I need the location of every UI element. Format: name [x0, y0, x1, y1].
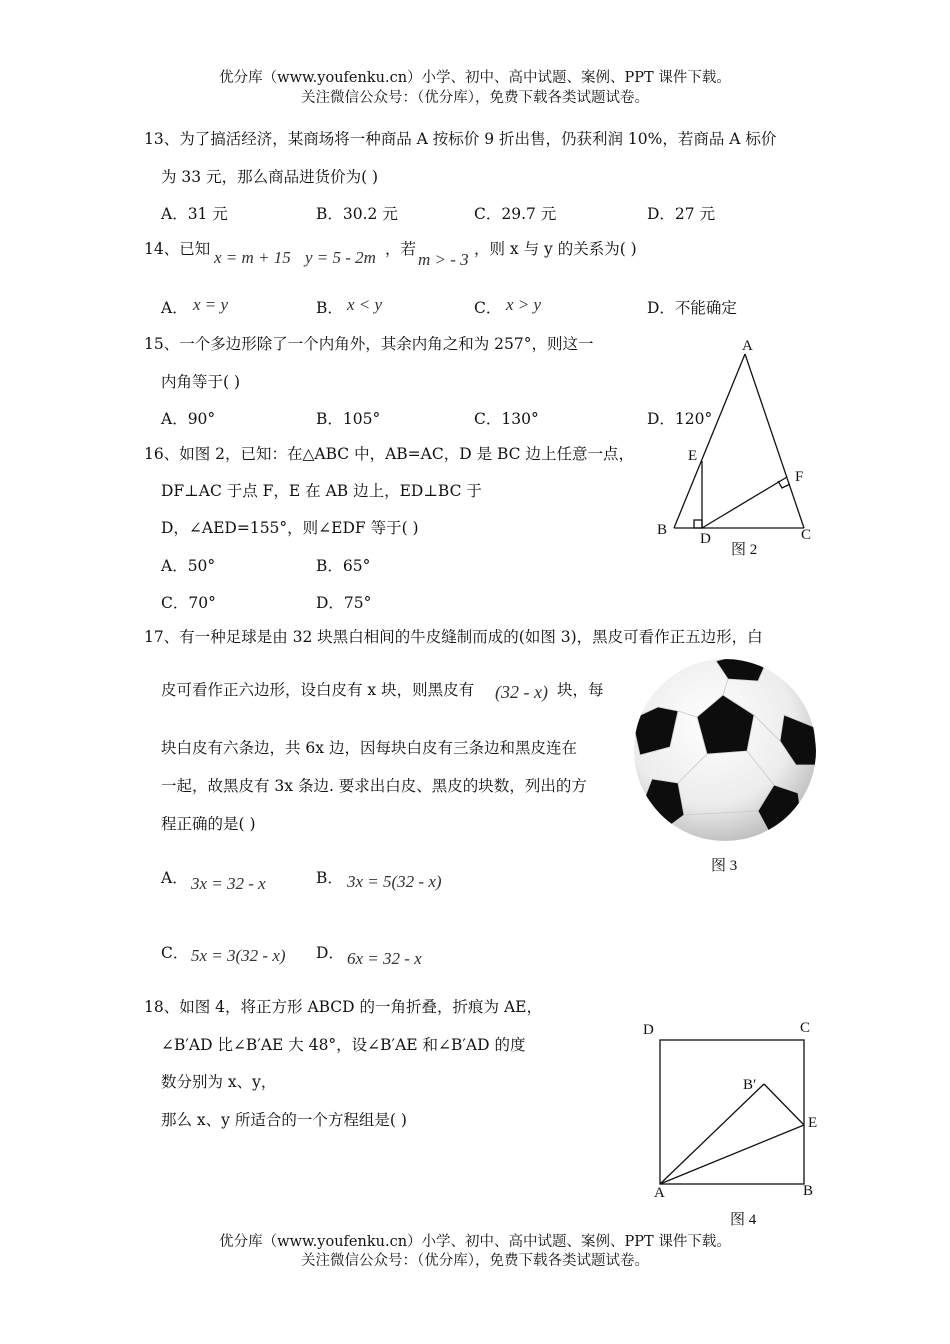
- q17-option-d-label: D．: [316, 944, 344, 962]
- q13-option-d: D．27 元: [647, 205, 716, 223]
- q16-option-a: A．50°: [161, 557, 216, 575]
- q14-option-d: D．不能确定: [647, 299, 737, 317]
- fig3-caption: 图 3: [711, 858, 738, 874]
- q17-option-b-expr: 3x = 5(32 - x): [347, 872, 442, 891]
- q15-option-a: A．90°: [161, 410, 216, 428]
- q14-expr-x: x = m + 15: [214, 248, 291, 267]
- q17-option-a-label: A．: [161, 869, 188, 887]
- q16-option-c: C．70°: [161, 594, 216, 612]
- q15-option-c: C．130°: [474, 410, 539, 428]
- fig4-label-b-prime: B′: [743, 1077, 757, 1093]
- q14-mid: ，若: [385, 240, 417, 258]
- q17-option-b-label: B．: [316, 869, 343, 887]
- q17-line2b: 块，每: [557, 681, 604, 699]
- q16-option-b: B．65°: [316, 557, 371, 575]
- fig4-label-d: D: [643, 1022, 654, 1038]
- q17-line2-expr: (32 - x): [495, 682, 548, 702]
- q17-option-c-expr: 5x = 3(32 - x): [191, 946, 286, 965]
- q17-line5: 程正确的是( ): [161, 815, 256, 833]
- q14-option-c-expr: x > y: [506, 295, 542, 314]
- q14-suffix: ，则 x 与 y 的关系为( ): [474, 240, 637, 258]
- q14-prefix: 14、已知: [144, 240, 211, 258]
- q18-line4: 那么 x、y 所适合的一个方程组是( ): [161, 1111, 407, 1129]
- q17-option-c-label: C．: [161, 944, 189, 962]
- fig2-label-d: D: [700, 531, 711, 547]
- figure-4-square: [636, 1015, 826, 1230]
- fig2-label-a: A: [742, 338, 753, 354]
- page-footer-line1: 优分库（www.youfenku.cn）小学、初中、高中试题、案例、PPT 课件下载。: [219, 1234, 731, 1250]
- q14-expr-y: y = 5 - 2m: [305, 248, 376, 267]
- q17-option-a-expr: 3x = 32 - x: [191, 874, 266, 893]
- figure-2-triangle: [650, 335, 825, 565]
- q17-line3: 块白皮有六条边，共 6x 边，因每块白皮有三条边和黑皮连在: [161, 739, 577, 757]
- q13-line2: 为 33 元，那么商品进货价为( ): [161, 168, 379, 186]
- q13-option-a: A．31 元: [161, 205, 228, 223]
- fig4-label-c: C: [800, 1020, 811, 1036]
- q17-line4: 一起，故黑皮有 3x 条边. 要求出白皮、黑皮的块数，列出的方: [161, 777, 587, 795]
- fig4-label-b: B: [803, 1183, 814, 1199]
- fig2-label-b: B: [657, 522, 668, 538]
- fig2-label-c: C: [801, 527, 812, 543]
- q13-option-b: B．30.2 元: [316, 205, 398, 223]
- fig2-caption: 图 2: [731, 542, 758, 558]
- q13-option-c: C．29.7 元: [474, 205, 557, 223]
- q14-option-c-label: C．: [474, 299, 502, 317]
- page-footer-line2: 关注微信公众号：（优分库），免费下载各类试题试卷。: [301, 1253, 649, 1269]
- q14-option-a-expr: x = y: [193, 295, 229, 314]
- q16-option-d: D．75°: [316, 594, 372, 612]
- q18-line1: 18、如图 4，将正方形 ABCD 的一角折叠，折痕为 AE，: [144, 998, 542, 1016]
- fig2-label-f: F: [795, 469, 804, 485]
- q18-line3: 数分别为 x、y，: [161, 1073, 277, 1091]
- q14-option-b-label: B．: [316, 299, 343, 317]
- q15-option-d: D．120°: [647, 410, 713, 428]
- figure-3-soccer-ball: [630, 655, 820, 845]
- fig4-caption: 图 4: [730, 1212, 757, 1228]
- q16-line1: 16、如图 2，已知：在△ABC 中，AB=AC，D 是 BC 边上任意一点，: [144, 445, 634, 463]
- q15-line1: 15、一个多边形除了一个内角外，其余内角之和为 257°，则这一: [144, 335, 594, 353]
- fig2-label-e: E: [688, 448, 698, 464]
- page-header-line1: 优分库（www.youfenku.cn）小学、初中、高中试题、案例、PPT 课件下载。: [219, 70, 731, 86]
- q15-option-b: B．105°: [316, 410, 381, 428]
- q14-option-b-expr: x < y: [347, 295, 383, 314]
- fig4-label-e: E: [808, 1115, 818, 1131]
- q18-line2: ∠B′AD 比∠B′AE 大 48°，设∠B′AE 和∠B′AD 的度: [161, 1036, 526, 1054]
- q14-expr-m: m > - 3: [418, 250, 469, 269]
- q14-option-a-label: A．: [161, 299, 188, 317]
- q15-line2: 内角等于( ): [161, 373, 241, 391]
- q17-option-d-expr: 6x = 32 - x: [347, 949, 422, 968]
- q17-line2a: 皮可看作正六边形，设白皮有 x 块，则黑皮有: [161, 681, 475, 699]
- q16-line2: DF⊥AC 于点 F，E 在 AB 边上，ED⊥BC 于: [161, 482, 482, 500]
- q17-line1: 17、有一种足球是由 32 块黑白相间的牛皮缝制而成的(如图 3)，黑皮可看作正五边形，白: [144, 628, 763, 646]
- fig4-label-a: A: [654, 1185, 665, 1201]
- page-header-line2: 关注微信公众号：（优分库），免费下载各类试题试卷。: [301, 90, 649, 106]
- q16-line3: D，∠AED=155°，则∠EDF 等于( ): [161, 519, 419, 537]
- q13-line1: 13、为了搞活经济，某商场将一种商品 A 按标价 9 折出售，仍获利润 10%，若商品 A 标价: [144, 130, 777, 148]
